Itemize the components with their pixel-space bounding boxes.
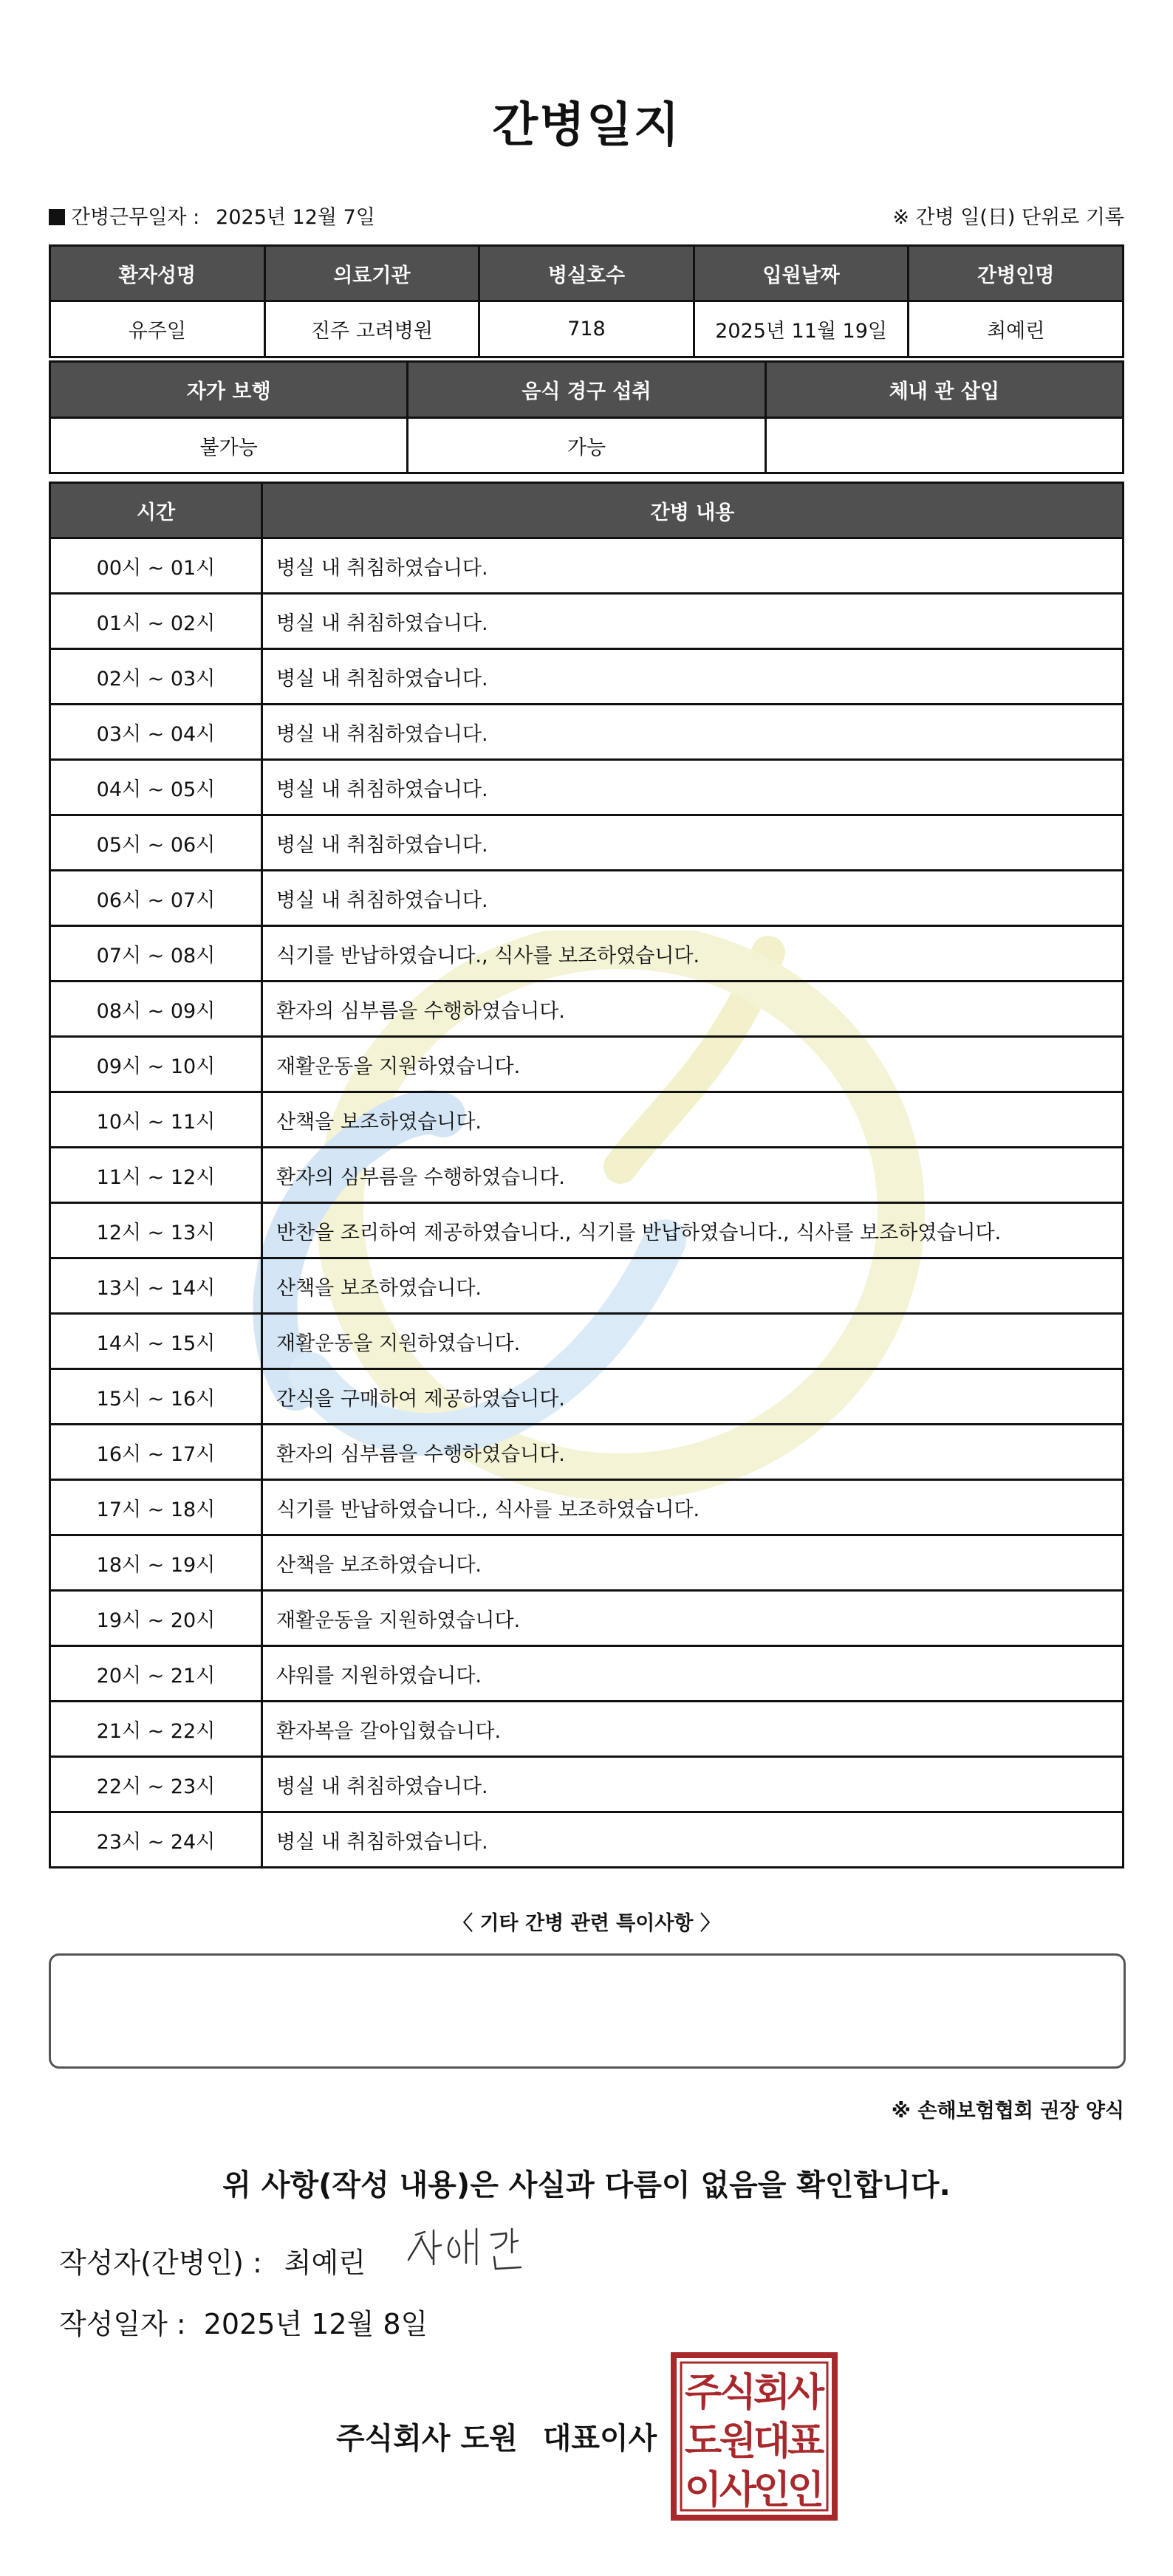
table-row bbox=[50, 1203, 1124, 1258]
log-time: 17시 ~ 18시 bbox=[50, 1480, 262, 1535]
log-time: 21시 ~ 22시 bbox=[50, 1702, 262, 1757]
log-time: 15시 ~ 16시 bbox=[50, 1369, 262, 1425]
table-row bbox=[50, 1258, 1124, 1314]
svg-text:대: 대 bbox=[753, 2419, 791, 2464]
log-content: 병실 내 취침하였습니다. bbox=[262, 815, 1124, 871]
log-content: 병실 내 취침하였습니다. bbox=[262, 1757, 1124, 1812]
log-content: 환자의 심부름을 수행하였습니다. bbox=[262, 1148, 1124, 1203]
document-title: 간병일지 bbox=[492, 98, 681, 153]
work-date bbox=[49, 201, 375, 230]
log-time: 03시 ~ 04시 bbox=[50, 705, 262, 760]
company-line bbox=[336, 2415, 657, 2457]
log-content: 샤워를 지원하였습니다. bbox=[262, 1646, 1124, 1702]
log-time: 05시 ~ 06시 bbox=[50, 815, 262, 871]
special-notes-title: 〈 기타 간병 관련 특이사항 〉 bbox=[453, 1912, 720, 1935]
hourly-log-body bbox=[50, 538, 1124, 1868]
header-time: 시간 bbox=[50, 483, 262, 538]
log-time: 00시 ~ 01시 bbox=[50, 538, 262, 594]
log-time: 23시 ~ 24시 bbox=[50, 1812, 262, 1868]
written-date-line bbox=[59, 2301, 428, 2342]
work-date-value: 2025년 12월 7일 bbox=[216, 206, 375, 229]
log-content: 식기를 반납하였습니다., 식사를 보조하였습니다. bbox=[262, 1480, 1124, 1535]
svg-text:인: 인 bbox=[787, 2468, 825, 2512]
svg-text:이: 이 bbox=[684, 2468, 722, 2512]
table-row bbox=[50, 1148, 1124, 1203]
header-patient-name: 환자성명 bbox=[50, 246, 265, 301]
log-content: 병실 내 취침하였습니다. bbox=[262, 871, 1124, 926]
log-content: 산책을 보조하였습니다. bbox=[262, 1092, 1124, 1148]
confirmation-statement: 위 사항(작성 내용)은 사실과 다름이 없음을 확인합니다. bbox=[222, 2168, 951, 2202]
log-content: 간식을 구매하여 제공하였습니다. bbox=[262, 1369, 1124, 1425]
log-time: 02시 ~ 03시 bbox=[50, 649, 262, 705]
oral-intake-value: 가능 bbox=[408, 418, 765, 473]
log-content: 재활운동을 지원하였습니다. bbox=[262, 1314, 1124, 1369]
log-content: 병실 내 취침하였습니다. bbox=[262, 760, 1124, 815]
log-content: 병실 내 취침하였습니다. bbox=[262, 705, 1124, 760]
svg-text:주: 주 bbox=[684, 2371, 722, 2415]
header-care-content: 간병 내용 bbox=[262, 483, 1124, 538]
log-time: 10시 ~ 11시 bbox=[50, 1092, 262, 1148]
tube-insertion-value bbox=[765, 418, 1123, 473]
patient-status-table bbox=[49, 360, 1124, 474]
hourly-log-header-row bbox=[50, 483, 1124, 538]
log-content: 병실 내 취침하였습니다. bbox=[262, 538, 1124, 594]
handwritten-signature bbox=[403, 2222, 536, 2281]
log-content: 재활운동을 지원하였습니다. bbox=[262, 1037, 1124, 1092]
table-row bbox=[50, 649, 1124, 705]
table-row bbox=[50, 1092, 1124, 1148]
room-number: 718 bbox=[479, 301, 694, 357]
company-seal-stamp bbox=[671, 2352, 838, 2521]
table-row bbox=[50, 926, 1124, 982]
self-walking-value: 불가능 bbox=[50, 418, 408, 473]
log-time: 19시 ~ 20시 bbox=[50, 1591, 262, 1646]
table-row bbox=[50, 760, 1124, 815]
written-date-value: 2025년 12월 8일 bbox=[203, 2308, 428, 2340]
patient-status-value-row bbox=[50, 418, 1124, 473]
special-notes-box bbox=[49, 1953, 1126, 2069]
caregiver-name: 최예린 bbox=[909, 301, 1124, 357]
table-row bbox=[50, 1480, 1124, 1535]
table-row bbox=[50, 871, 1124, 926]
log-time: 18시 ~ 19시 bbox=[50, 1535, 262, 1591]
patient-name: 유주일 bbox=[50, 301, 265, 357]
svg-text:원: 원 bbox=[719, 2419, 757, 2464]
work-date-row bbox=[49, 201, 1124, 227]
log-time: 14시 ~ 15시 bbox=[50, 1314, 262, 1369]
table-row bbox=[50, 815, 1124, 871]
work-date-label: 간병근무일자 : bbox=[71, 206, 200, 229]
log-content: 산책을 보조하였습니다. bbox=[262, 1258, 1124, 1314]
log-time: 08시 ~ 09시 bbox=[50, 982, 262, 1037]
recommended-form-note: ※ 손해보험협회 권장 양식 bbox=[891, 2100, 1124, 2123]
header-room-number: 병실호수 bbox=[479, 246, 694, 301]
table-row bbox=[50, 538, 1124, 594]
table-row bbox=[50, 1702, 1124, 1757]
log-content: 재활운동을 지원하였습니다. bbox=[262, 1591, 1124, 1646]
table-row bbox=[50, 1425, 1124, 1480]
svg-text:도: 도 bbox=[684, 2419, 722, 2464]
square-bullet-icon bbox=[49, 209, 65, 225]
log-time: 09시 ~ 10시 bbox=[50, 1037, 262, 1092]
patient-status-header-row bbox=[50, 362, 1124, 418]
writer-line bbox=[59, 2240, 366, 2281]
log-time: 13시 ~ 14시 bbox=[50, 1258, 262, 1314]
log-time: 22시 ~ 23시 bbox=[50, 1757, 262, 1812]
table-row bbox=[50, 1369, 1124, 1425]
table-row bbox=[50, 1757, 1124, 1812]
log-time: 12시 ~ 13시 bbox=[50, 1203, 262, 1258]
table-row bbox=[50, 1812, 1124, 1868]
svg-text:회: 회 bbox=[753, 2371, 791, 2415]
company-name: 주식회사 도원 bbox=[336, 2422, 518, 2456]
log-time: 01시 ~ 02시 bbox=[50, 594, 262, 649]
header-caregiver-name: 간병인명 bbox=[909, 246, 1124, 301]
table-row bbox=[50, 1646, 1124, 1702]
svg-text:인: 인 bbox=[753, 2468, 791, 2512]
log-content: 식기를 반납하였습니다., 식사를 보조하였습니다. bbox=[262, 926, 1124, 982]
log-content: 반찬을 조리하여 제공하였습니다., 식기를 반납하였습니다., 식사를 보조하였습니다. bbox=[262, 1203, 1124, 1258]
header-hospital: 의료기관 bbox=[264, 246, 479, 301]
writer-label: 작성자(간병인) : bbox=[59, 2247, 262, 2279]
log-content: 병실 내 취침하였습니다. bbox=[262, 649, 1124, 705]
admission-date: 2025년 11월 19일 bbox=[694, 301, 909, 357]
header-oral-intake: 음식 경구 섭취 bbox=[408, 362, 765, 418]
writer-name: 최예린 bbox=[284, 2247, 366, 2279]
log-content: 병실 내 취침하였습니다. bbox=[262, 1812, 1124, 1868]
log-time: 06시 ~ 07시 bbox=[50, 871, 262, 926]
table-row bbox=[50, 1535, 1124, 1591]
header-self-walking: 자가 보행 bbox=[50, 362, 408, 418]
table-row bbox=[50, 982, 1124, 1037]
log-time: 07시 ~ 08시 bbox=[50, 926, 262, 982]
svg-text:사: 사 bbox=[719, 2468, 757, 2512]
log-content: 산책을 보조하였습니다. bbox=[262, 1535, 1124, 1591]
log-time: 20시 ~ 21시 bbox=[50, 1646, 262, 1702]
table-row bbox=[50, 705, 1124, 760]
written-date-label: 작성일자 : bbox=[59, 2308, 186, 2340]
patient-info-value-row bbox=[50, 301, 1124, 357]
log-content: 병실 내 취침하였습니다. bbox=[262, 594, 1124, 649]
header-tube-insertion: 체내 관 삽입 bbox=[765, 362, 1123, 418]
log-content: 환자의 심부름을 수행하였습니다. bbox=[262, 982, 1124, 1037]
log-time: 04시 ~ 05시 bbox=[50, 760, 262, 815]
table-row bbox=[50, 594, 1124, 649]
record-unit-note: ※ 간병 일(日) 단위로 기록 bbox=[892, 206, 1124, 229]
log-time: 11시 ~ 12시 bbox=[50, 1148, 262, 1203]
patient-info-table bbox=[49, 244, 1124, 358]
svg-text:사: 사 bbox=[787, 2371, 825, 2415]
log-content: 환자의 심부름을 수행하였습니다. bbox=[262, 1425, 1124, 1480]
svg-text:식: 식 bbox=[719, 2371, 757, 2415]
log-time: 16시 ~ 17시 bbox=[50, 1425, 262, 1480]
patient-info-header-row bbox=[50, 246, 1124, 301]
hospital-name: 진주 고려병원 bbox=[264, 301, 479, 357]
svg-text:표: 표 bbox=[787, 2419, 825, 2464]
table-row bbox=[50, 1037, 1124, 1092]
header-admission-date: 입원날짜 bbox=[694, 246, 909, 301]
hourly-log-table bbox=[49, 482, 1124, 1868]
table-row bbox=[50, 1591, 1124, 1646]
company-representative: 대표이사 bbox=[542, 2422, 657, 2456]
log-content: 환자복을 갈아입혔습니다. bbox=[262, 1702, 1124, 1757]
table-row bbox=[50, 1314, 1124, 1369]
